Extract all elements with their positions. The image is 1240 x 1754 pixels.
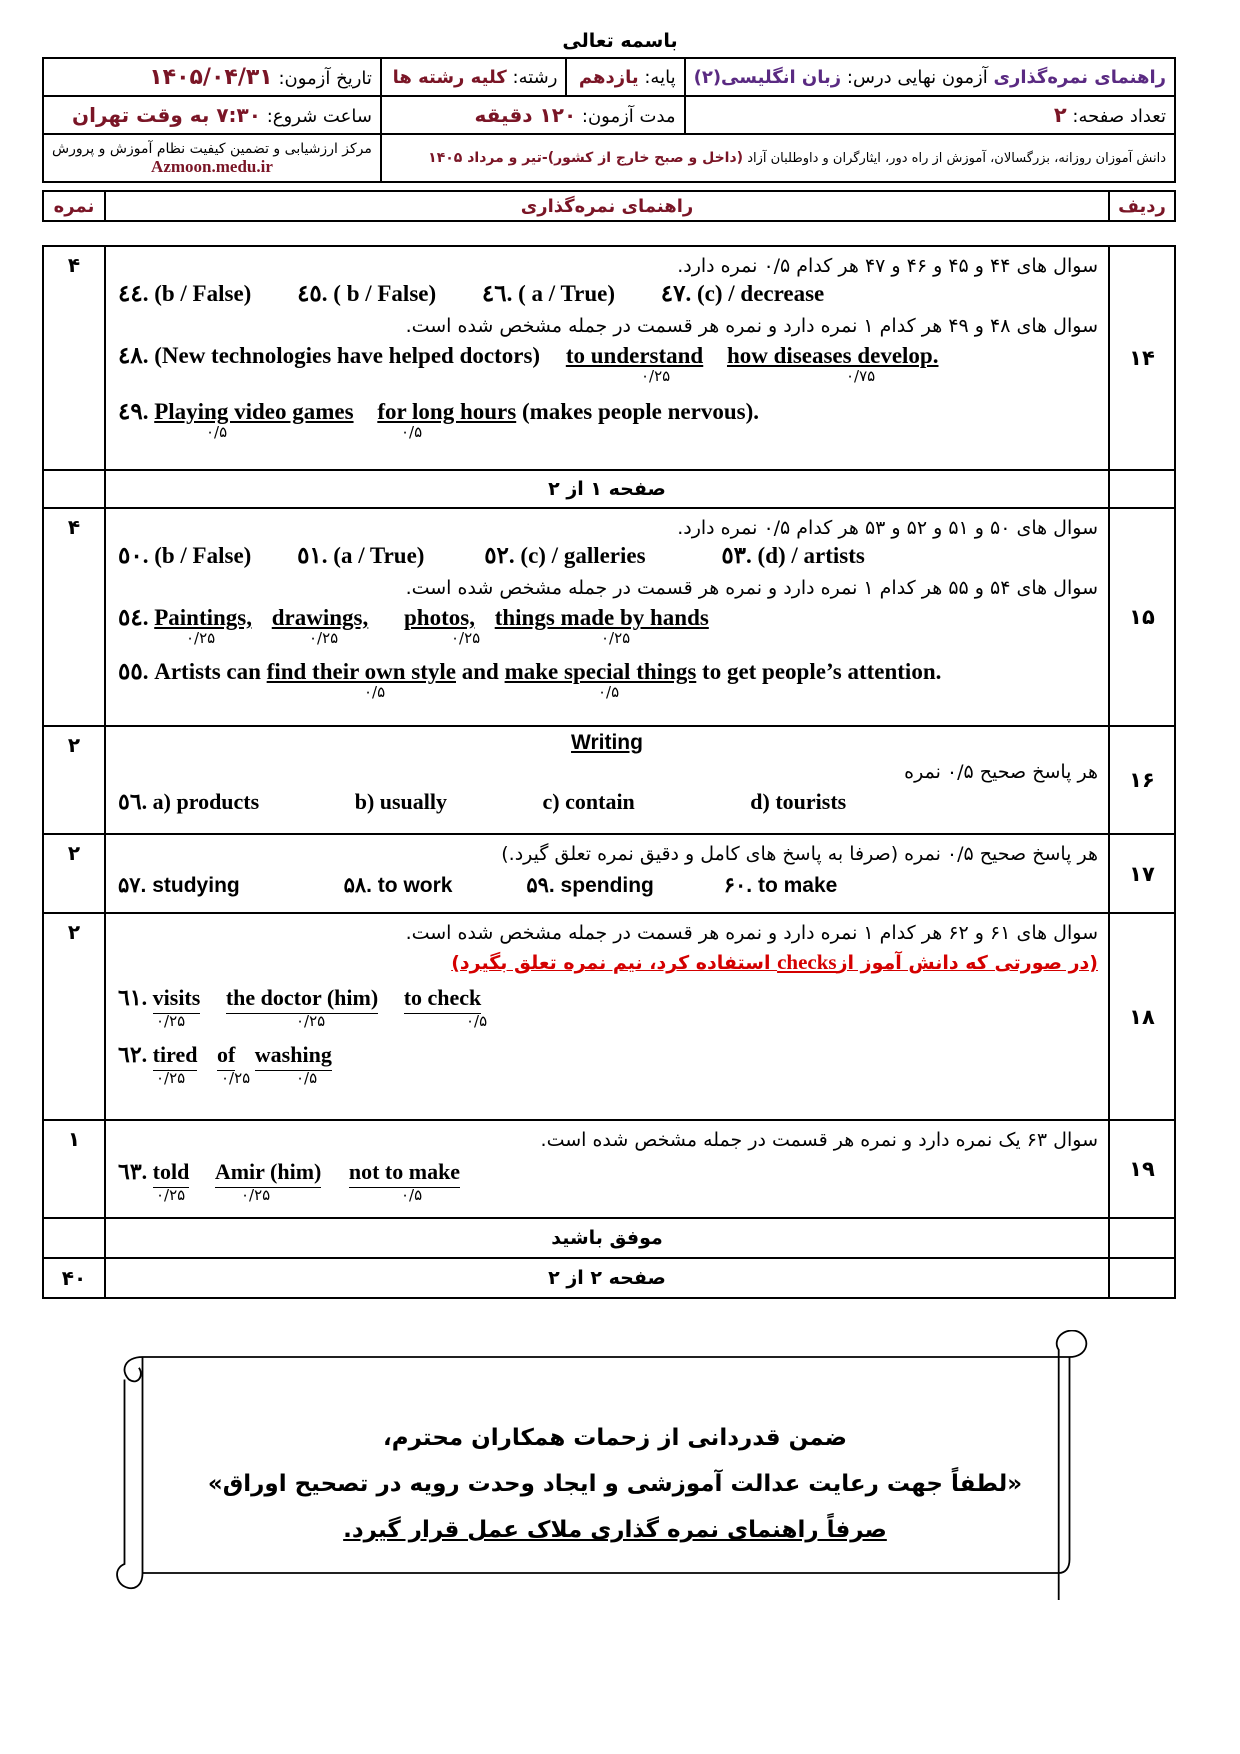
- grade-cell: [566, 58, 684, 96]
- answer-part: photos,: [404, 605, 475, 630]
- instruction: سوال های ۵۰ و ۵۱ و ۵۲ و ۵۳ هر کدام ۰/۵ نمره دارد.: [677, 517, 1098, 539]
- answer-d: d) tourists: [750, 789, 847, 814]
- guide-cell: [105, 1120, 1109, 1218]
- answer-part: things made by hands: [494, 605, 709, 630]
- row-number: ۱۵: [1109, 508, 1175, 726]
- answer-part: find their own style: [266, 659, 456, 684]
- header-table: [42, 57, 1176, 183]
- guide-cell: [105, 508, 1109, 726]
- answer-part: told: [153, 1159, 190, 1188]
- answer-part: how diseases develop.: [726, 343, 939, 368]
- row-score: ۲: [43, 726, 105, 834]
- part-score: ۰/۵: [401, 423, 423, 441]
- part-score: ۰/۲۵: [186, 629, 216, 647]
- table-row: [43, 913, 1175, 1120]
- part-score: ۰/۵: [206, 423, 228, 441]
- start-cell: [43, 96, 381, 134]
- answer-54: [106, 605, 1108, 631]
- score-marks: [106, 1071, 1108, 1089]
- warning-note: [106, 950, 1108, 975]
- instruction: هر پاسخ صحیح ۰/۵ نمره: [904, 761, 1098, 783]
- answer-line: [106, 873, 1108, 898]
- answer-part: to get people’s attention.: [702, 659, 942, 684]
- field-cell: [381, 58, 567, 96]
- answer-part: not to make: [349, 1159, 460, 1188]
- answer-59: ۵۹. spending: [526, 874, 654, 897]
- part-score: ۰/۵: [296, 1069, 318, 1087]
- answer-part: (makes people nervous).: [521, 399, 759, 424]
- guide-title: راهنمای نمره‌گذاری: [993, 66, 1166, 88]
- guide-cell: [105, 834, 1109, 913]
- closing-line: «لطفاً جهت رعایت عدالت آموزشی و ایجاد وحدت رویه در تصحیح اوراق»: [207, 1471, 1023, 1497]
- duration-value: ۱۲۰ دقیقه: [474, 103, 577, 127]
- start-label: ساعت شروع:: [266, 106, 372, 127]
- score-marks: [106, 425, 1108, 443]
- table-row: [43, 1120, 1175, 1218]
- exam-label: آزمون نهایی درس:: [846, 66, 988, 88]
- row-score: ۲: [43, 834, 105, 913]
- answer-part: drawings,: [271, 605, 369, 630]
- table-row: [43, 1258, 1175, 1298]
- column-header-table: [42, 190, 1176, 222]
- question-number: ٤٩.: [118, 399, 149, 424]
- answer-55: [106, 659, 1108, 685]
- row-score: ۴: [43, 246, 105, 470]
- exam-title-cell: [685, 58, 1175, 96]
- warning-text: (در صورتی که دانش آموز از: [836, 952, 1098, 974]
- answer-46: ٤٦. ( a / True): [481, 281, 616, 306]
- table-row: [43, 508, 1175, 726]
- row-number: ۱۶: [1109, 726, 1175, 834]
- col-guide-header: راهنمای نمره‌گذاری: [105, 191, 1109, 221]
- row-number: ۱۹: [1109, 1120, 1175, 1218]
- answer-part: and: [461, 659, 499, 684]
- part-score: ۰/۲۵: [451, 629, 481, 647]
- students-text: دانش آموزان روزانه، بزرگسالان، آموزش از راه دور، ایثارگران و داوطلبان آزاد: [747, 151, 1166, 166]
- part-score: ۰/۲۵: [221, 1069, 251, 1087]
- answer-part: to understand: [565, 343, 704, 368]
- part-score: ۰/۵: [466, 1012, 488, 1030]
- question-number: ٥٥.: [118, 659, 149, 684]
- answer-part: the doctor (him): [226, 985, 378, 1014]
- answer-part: make special things: [504, 659, 697, 684]
- answer-47: ٤٧. (c) / decrease: [660, 281, 825, 306]
- grade-label: پایه:: [644, 66, 676, 88]
- part-score: ۰/۲۵: [156, 1012, 186, 1030]
- answers-table: [42, 245, 1176, 1299]
- date-value: ۱۴۰۵/۰۴/۳۱: [149, 64, 273, 90]
- answer-63: [106, 1159, 1108, 1188]
- answer-53: ٥٣. (d) / artists: [721, 543, 865, 568]
- instruction: سوال های ۴۸ و ۴۹ هر کدام ۱ نمره دارد و نمره هر قسمت در جمله مشخص شده است.: [405, 315, 1098, 337]
- score-marks: [106, 631, 1108, 649]
- part-score: ۰/۲۵: [156, 1069, 186, 1087]
- question-number: ٦١.: [118, 985, 148, 1010]
- answer-a: a) products: [152, 789, 260, 814]
- question-number: ٦٣.: [118, 1159, 148, 1184]
- answer-part: Paintings,: [154, 605, 252, 630]
- answer-part: tired: [153, 1042, 198, 1071]
- row-score: ۲: [43, 913, 105, 1120]
- score-marks: [106, 1014, 1108, 1032]
- part-score: ۰/۷۵: [846, 367, 876, 385]
- answer-c: c) contain: [542, 789, 635, 814]
- pages-label: تعداد صفحه:: [1072, 106, 1166, 127]
- part-score: ۰/۲۵: [641, 367, 671, 385]
- answer-56: [106, 789, 1108, 815]
- duration-cell: [381, 96, 685, 134]
- table-row: [43, 1218, 1175, 1258]
- closing-line: ضمن قدردانی از زحمات همکاران محترم،: [383, 1425, 847, 1451]
- row-number: ۱۸: [1109, 913, 1175, 1120]
- table-row: [43, 834, 1175, 913]
- part-score: ۰/۵: [364, 683, 386, 701]
- good-luck: موفق باشید: [105, 1218, 1109, 1258]
- writing-heading: Writing: [571, 731, 643, 754]
- page-number: صفحه ۲ از ۲: [105, 1258, 1109, 1298]
- closing-line: صرفاً راهنمای نمره گذاری ملاک عمل قرار گیرد.: [343, 1517, 887, 1543]
- answer-part: (New technologies have helped doctors): [154, 343, 541, 368]
- answer-part: Amir (him): [215, 1159, 322, 1188]
- pages-cell: [685, 96, 1175, 134]
- field-value: کلیه رشته ها: [392, 66, 507, 88]
- col-row-header: ردیف: [1109, 191, 1175, 221]
- part-score: ۰/۲۵: [601, 629, 631, 647]
- answer-part: washing: [255, 1042, 332, 1071]
- instruction: سوال های ۵۴ و ۵۵ هر کدام ۱ نمره دارد و نمره هر قسمت در جمله مشخص شده است.: [405, 577, 1098, 599]
- guide-cell: [105, 726, 1109, 834]
- score-marks: [106, 1188, 1108, 1206]
- closing-message: [90, 1415, 1140, 1553]
- answer-51: ٥١. (a / True): [297, 543, 425, 568]
- table-row: [43, 246, 1175, 470]
- answer-58: ۵۸. to work: [343, 874, 453, 897]
- answer-62: [106, 1042, 1108, 1071]
- grade-value: یازدهم: [578, 66, 639, 88]
- answer-50: ٥٠. (b / False): [118, 543, 252, 568]
- answer-45: ٤٥. ( b / False): [297, 281, 437, 306]
- center-cell: [43, 134, 381, 182]
- score-marks: [106, 685, 1108, 703]
- warning-text: استفاده کرد، نیم نمره تعلق بگیرد): [451, 952, 778, 974]
- students-cell: [381, 134, 1175, 182]
- answer-part: visits: [153, 985, 201, 1014]
- date-label: تاریخ آزمون:: [278, 67, 372, 89]
- guide-cell: [105, 246, 1109, 470]
- course-name: زبان انگلیسی(۲): [693, 66, 842, 88]
- answer-61: [106, 985, 1108, 1014]
- answer-48: [106, 343, 1108, 369]
- total-score: ۴۰: [43, 1258, 105, 1298]
- answer-part: Playing video games: [154, 399, 354, 424]
- students-highlight: (داخل و صبح خارج از کشور)-تیر و مرداد ۱۴۰۵: [428, 150, 744, 166]
- instruction: سوال های ۶۱ و ۶۲ هر کدام ۱ نمره دارد و نمره هر قسمت در جمله مشخص شده است.: [405, 922, 1098, 944]
- answer-b: b) usually: [354, 789, 448, 814]
- instruction: سوال های ۴۴ و ۴۵ و ۴۶ و ۴۷ هر کدام ۰/۵ نمره دارد.: [677, 255, 1098, 277]
- score-marks: [106, 369, 1108, 387]
- answer-60: ۶۰. to make: [723, 874, 838, 897]
- part-score: ۰/۲۵: [156, 1186, 186, 1204]
- instruction: سوال ۶۳ یک نمره دارد و نمره هر قسمت در جمله مشخص شده است.: [540, 1129, 1098, 1151]
- answer-44: ٤٤. (b / False): [118, 281, 252, 306]
- row-number: ۱۷: [1109, 834, 1175, 913]
- question-number: ٥٦.: [118, 789, 148, 814]
- duration-label: مدت آزمون:: [581, 106, 676, 127]
- row-score: ۴: [43, 508, 105, 726]
- row-number: ۱۴: [1109, 246, 1175, 470]
- part-score: ۰/۵: [598, 683, 620, 701]
- answer-line: [106, 281, 1108, 307]
- question-number: ٦٢.: [118, 1042, 148, 1067]
- row-score: ۱: [43, 1120, 105, 1218]
- answer-49: [106, 399, 1108, 425]
- table-row: [43, 726, 1175, 834]
- answer-part: for long hours: [377, 399, 517, 424]
- answer-52: ٥٢. (c) / galleries: [484, 543, 646, 568]
- website: Azmoon.medu.ir: [151, 157, 273, 176]
- instruction: هر پاسخ صحیح ۰/۵ نمره (صرفا به پاسخ های کامل و دقیق نمره تعلق گیرد.): [501, 843, 1098, 865]
- guide-cell: [105, 913, 1109, 1120]
- col-score-header: نمره: [43, 191, 105, 221]
- answer-line: [106, 543, 1108, 569]
- answer-part: of: [217, 1042, 235, 1071]
- part-score: ۰/۲۵: [241, 1186, 271, 1204]
- top-title: باسمه تعالی: [562, 30, 678, 52]
- start-value: ۷:۳۰ به وقت تهران: [72, 103, 261, 127]
- part-score: ۰/۲۵: [309, 629, 339, 647]
- field-label: رشته:: [512, 66, 558, 88]
- table-row: [43, 470, 1175, 508]
- answer-part: to check: [404, 985, 482, 1014]
- pages-value: ۲: [1053, 103, 1067, 127]
- question-number: ٥٤.: [118, 605, 149, 630]
- part-score: ۰/۲۵: [296, 1012, 326, 1030]
- answer-part: Artists can: [154, 659, 261, 684]
- page-number: صفحه ۱ از ۲: [105, 470, 1109, 508]
- center-name: مرکز ارزشیابی و تضمین کیفیت نظام آموزش و پرورش: [52, 141, 372, 157]
- answer-57: ۵۷. studying: [118, 874, 240, 897]
- question-number: ٤٨.: [118, 343, 149, 368]
- part-score: ۰/۵: [401, 1186, 423, 1204]
- warning-word: checks: [777, 950, 837, 974]
- date-cell: [43, 58, 381, 96]
